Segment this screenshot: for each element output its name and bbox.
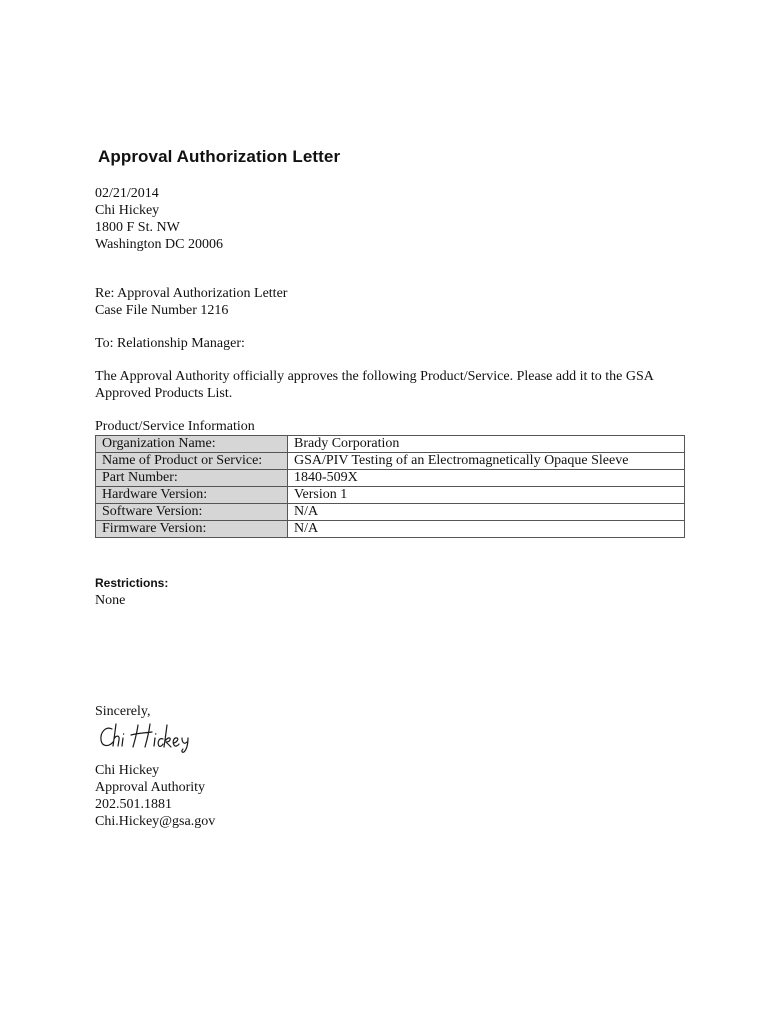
reference-block <box>95 285 287 319</box>
letter-title: Approval Authorization Letter <box>98 147 341 166</box>
row-value: 1840-509X <box>288 470 685 487</box>
letter-body <box>95 368 695 402</box>
sender-name: Chi Hickey <box>95 203 160 218</box>
row-label: Firmware Version: <box>96 521 288 538</box>
sender-city: Washington DC 20006 <box>95 237 223 252</box>
table-row <box>96 521 685 538</box>
sender-address-block <box>95 185 223 253</box>
product-info-table <box>95 435 685 538</box>
table-row <box>96 487 685 504</box>
row-value: Brady Corporation <box>288 436 685 453</box>
row-label: Name of Product or Service: <box>96 453 288 470</box>
row-value: N/A <box>288 521 685 538</box>
body-line-2: Approved Products List. <box>95 386 233 401</box>
letter-date: 02/21/2014 <box>95 186 159 201</box>
signer-role: Approval Authority <box>95 780 206 795</box>
closing-line: Sincerely, <box>95 704 151 719</box>
signer-email: Chi.Hickey@gsa.gov <box>95 814 216 829</box>
product-info-heading: Product/Service Information <box>95 419 255 434</box>
row-label: Software Version: <box>96 504 288 521</box>
restrictions-value: None <box>95 593 126 608</box>
signer-block <box>95 762 215 830</box>
restrictions-label: Restrictions: <box>95 576 169 590</box>
table-row <box>96 470 685 487</box>
row-value: GSA/PIV Testing of an Electromagnetically Opaque Sleeve <box>288 453 685 470</box>
row-label: Organization Name: <box>96 436 288 453</box>
handwritten-signature <box>98 720 198 754</box>
row-label: Part Number: <box>96 470 288 487</box>
sender-street: 1800 F St. NW <box>95 220 180 235</box>
salutation: To: Relationship Manager: <box>95 336 245 351</box>
case-file-line: Case File Number 1216 <box>95 303 229 318</box>
row-label: Hardware Version: <box>96 487 288 504</box>
signer-name: Chi Hickey <box>95 763 160 778</box>
table-row <box>96 453 685 470</box>
re-line: Re: Approval Authorization Letter <box>95 286 288 301</box>
body-line-1: The Approval Authority officially approves the following Product/Service. Please add it to the GSA <box>95 369 654 384</box>
signer-phone: 202.501.1881 <box>95 797 172 812</box>
row-value: Version 1 <box>288 487 685 504</box>
table-row <box>96 436 685 453</box>
table-row <box>96 504 685 521</box>
row-value: N/A <box>288 504 685 521</box>
